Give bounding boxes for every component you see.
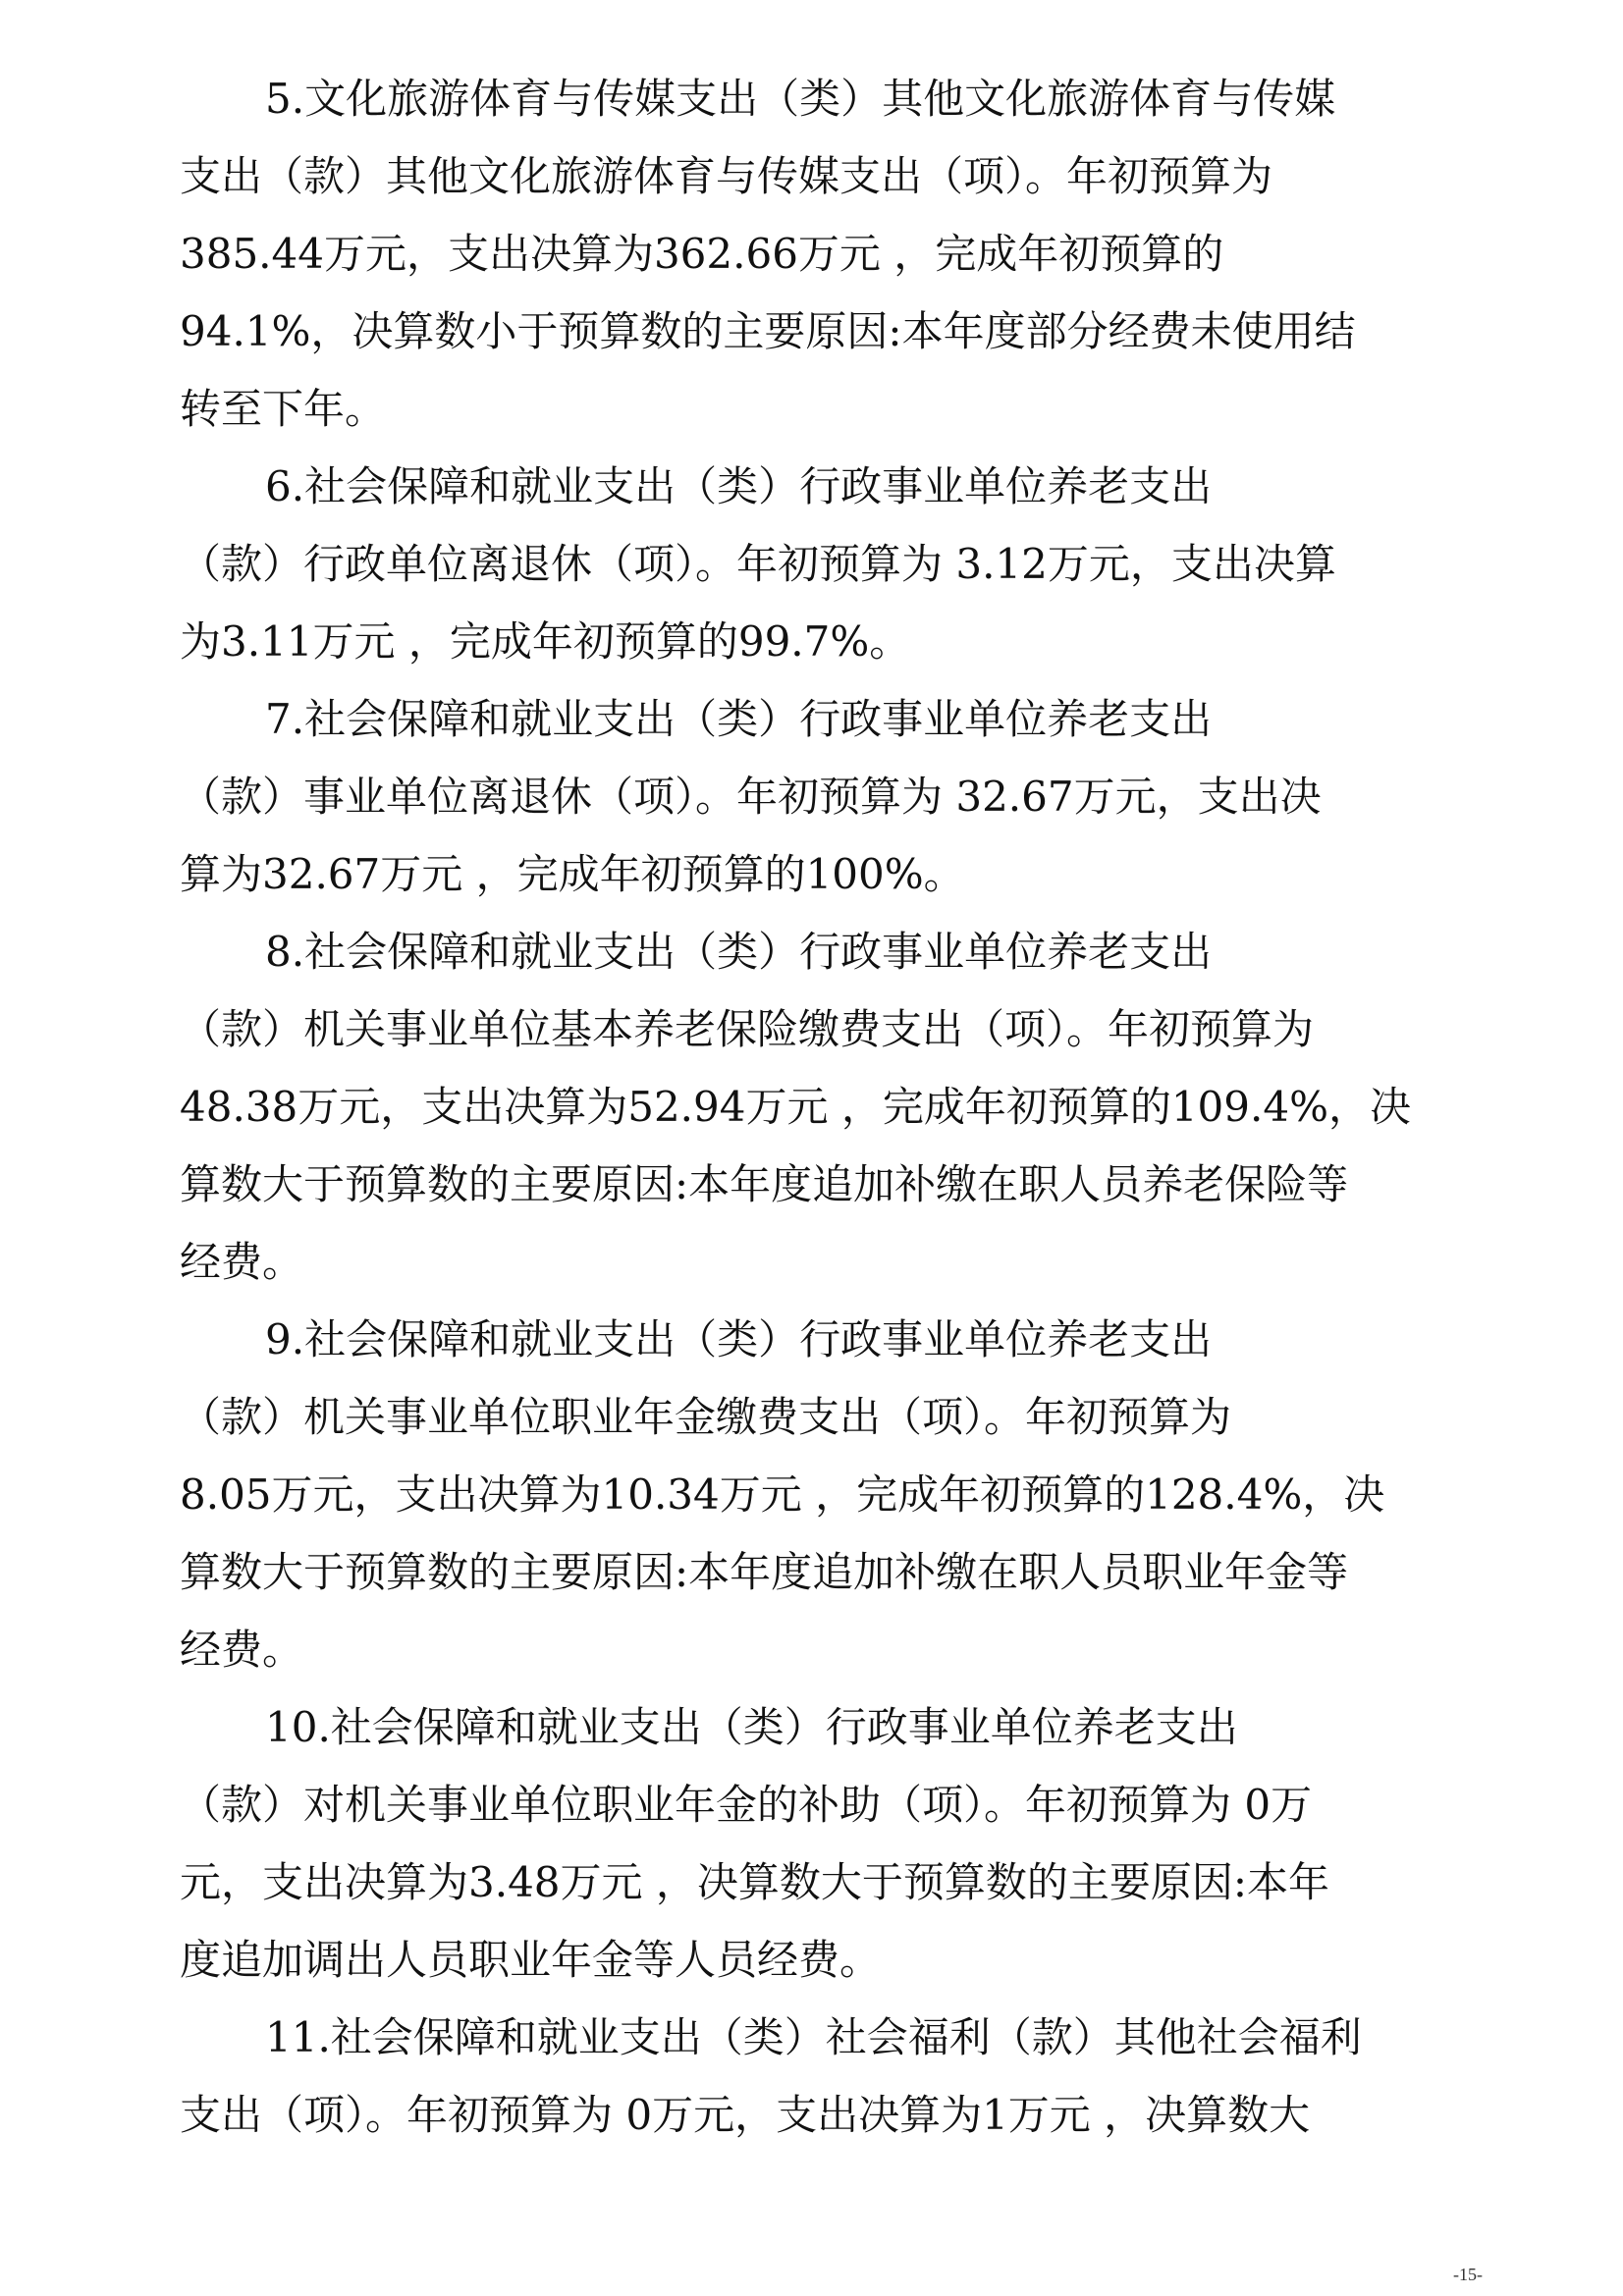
text-line: （款）对机关事业单位职业年金的补助（项）。年初预算为 0万 bbox=[180, 1781, 1313, 1829]
text-line: 支出（项）。年初预算为 0万元，支出决算为1万元 ，决算数大 bbox=[180, 2091, 1311, 2139]
text-line: 5.文化旅游体育与传媒支出（类）其他文化旅游体育与传媒 bbox=[265, 75, 1336, 123]
text-line: 48.38万元，支出决算为52.94万元 ，完成年初预算的109.4%，决 bbox=[180, 1083, 1411, 1131]
text-line: （款）事业单位离退休（项）。年初预算为 32.67万元，支出决 bbox=[180, 773, 1322, 821]
text-line: 8.05万元，支出决算为10.34万元 ，完成年初预算的128.4%，决 bbox=[180, 1470, 1385, 1519]
text-line: 算数大于预算数的主要原因:本年度追加补缴在职人员职业年金等 bbox=[180, 1548, 1349, 1596]
text-line: 6.社会保障和就业支出（类）行政事业单位养老支出 bbox=[265, 462, 1213, 510]
text-line: 7.社会保障和就业支出（类）行政事业单位养老支出 bbox=[265, 695, 1213, 743]
text-line: 10.社会保障和就业支出（类）行政事业单位养老支出 bbox=[265, 1703, 1238, 1751]
text-line: 经费。 bbox=[180, 1626, 304, 1674]
text-line: （款）行政单位离退休（项）。年初预算为 3.12万元，支出决算 bbox=[180, 540, 1336, 588]
text-line: 支出（款）其他文化旅游体育与传媒支出（项）。年初预算为 bbox=[180, 152, 1273, 200]
text-line: 度追加调出人员职业年金等人员经费。 bbox=[180, 1936, 882, 1984]
text-line: 9.社会保障和就业支出（类）行政事业单位养老支出 bbox=[265, 1315, 1213, 1363]
text-line: （款）机关事业单位职业年金缴费支出（项）。年初预算为 bbox=[180, 1393, 1232, 1441]
text-line: 算数大于预算数的主要原因:本年度追加补缴在职人员养老保险等 bbox=[180, 1160, 1349, 1208]
text-line: 元，支出决算为3.48万元 ，决算数大于预算数的主要原因:本年 bbox=[180, 1858, 1330, 1906]
text-line: 算为32.67万元 ，完成年初预算的100%。 bbox=[180, 850, 965, 898]
page-number: -15- bbox=[1453, 2265, 1483, 2284]
text-line: 94.1%，决算数小于预算数的主要原因:本年度部分经费未使用结 bbox=[180, 307, 1356, 355]
text-line: 385.44万元，支出决算为362.66万元 ，完成年初预算的 bbox=[180, 230, 1224, 278]
text-line: 转至下年。 bbox=[180, 385, 387, 433]
text-line: 为3.11万元 ，完成年初预算的99.7%。 bbox=[180, 617, 911, 666]
text-line: 8.社会保障和就业支出（类）行政事业单位养老支出 bbox=[265, 928, 1213, 976]
text-line: （款）机关事业单位基本养老保险缴费支出（项）。年初预算为 bbox=[180, 1005, 1315, 1053]
text-line: 经费。 bbox=[180, 1238, 304, 1286]
text-line: 11.社会保障和就业支出（类）社会福利（款）其他社会福利 bbox=[265, 2013, 1362, 2061]
